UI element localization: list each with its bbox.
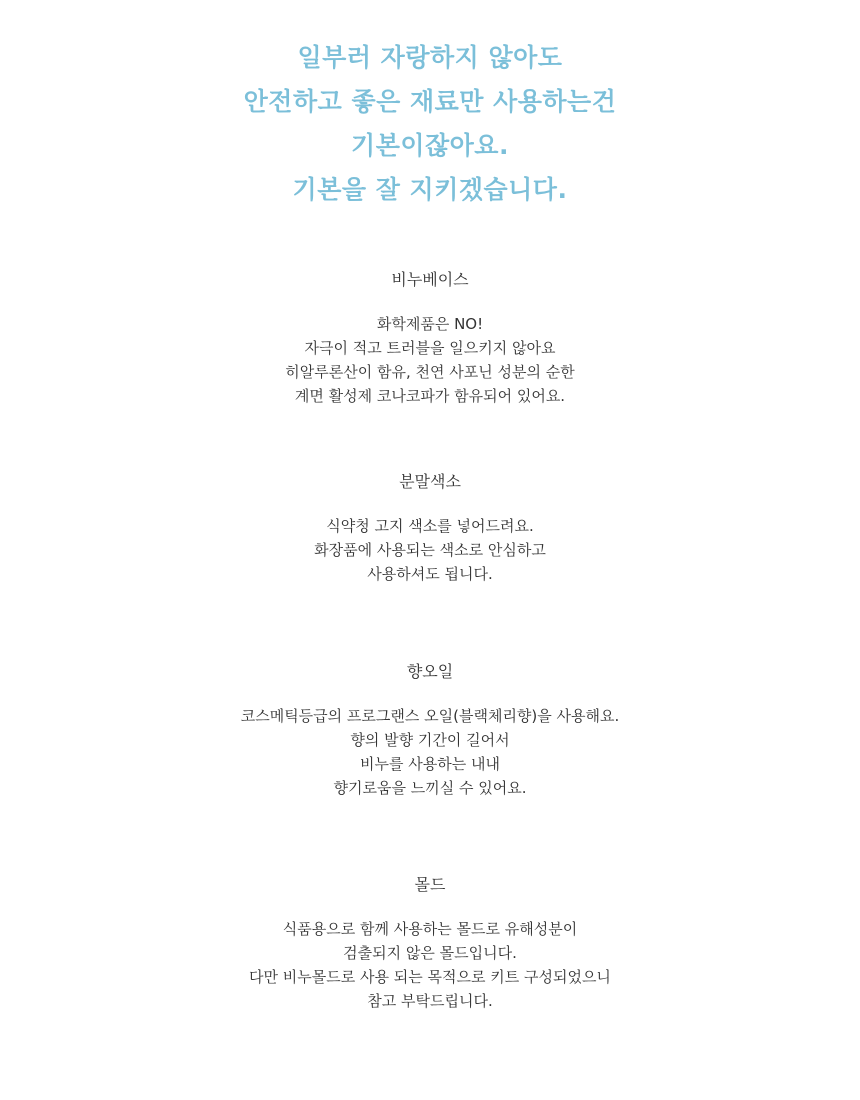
section-body <box>0 704 860 800</box>
body-line: 화학제품은 NO! <box>376 315 484 333</box>
section-body <box>0 917 860 1013</box>
body-line: 히알루론산이 함유, 천연 사포닌 성분의 순한 <box>285 363 575 381</box>
headline-line: 기본이잖아요. <box>351 131 509 160</box>
section-soap-base <box>0 268 860 408</box>
section-title: 향오일 <box>406 662 454 681</box>
body-line: 다만 비누몰드로 사용 되는 목적으로 키트 구성되었으니 <box>249 968 611 986</box>
section-fragrance-oil <box>0 660 860 800</box>
headline-line: 일부러 자랑하지 않아도 <box>297 43 563 72</box>
headline-line: 기본을 잘 지키겠습니다. <box>292 175 568 204</box>
body-line: 식약청 고지 색소를 넣어드려요. <box>326 517 534 535</box>
section-title: 몰드 <box>414 875 446 894</box>
body-line: 사용하셔도 됩니다. <box>367 565 493 583</box>
body-line: 식품용으로 함께 사용하는 몰드로 유해성분이 <box>282 920 578 938</box>
body-line: 화장품에 사용되는 색소로 안심하고 <box>314 541 546 559</box>
section-title: 비누베이스 <box>391 270 469 289</box>
section-body <box>0 312 860 408</box>
headline <box>0 36 860 212</box>
section-body <box>0 514 860 586</box>
section-title: 분말색소 <box>399 472 461 491</box>
section-mold <box>0 873 860 1013</box>
body-line: 계면 활성제 코나코파가 함유되어 있어요. <box>294 387 566 405</box>
body-line: 비누를 사용하는 내내 <box>360 755 500 773</box>
body-line: 향기로움을 느끼실 수 있어요. <box>333 779 527 797</box>
body-line: 검출되지 않은 몰드입니다. <box>343 944 517 962</box>
body-line: 참고 부탁드립니다. <box>367 992 493 1010</box>
section-powder-color <box>0 470 860 586</box>
body-line: 자극이 적고 트러블을 일으키지 않아요 <box>304 339 556 357</box>
body-line: 향의 발향 기간이 길어서 <box>350 731 510 749</box>
body-line: 코스메틱등급의 프로그랜스 오일(블랙체리향)을 사용해요. <box>240 707 620 725</box>
headline-line: 안전하고 좋은 재료만 사용하는건 <box>243 87 617 116</box>
